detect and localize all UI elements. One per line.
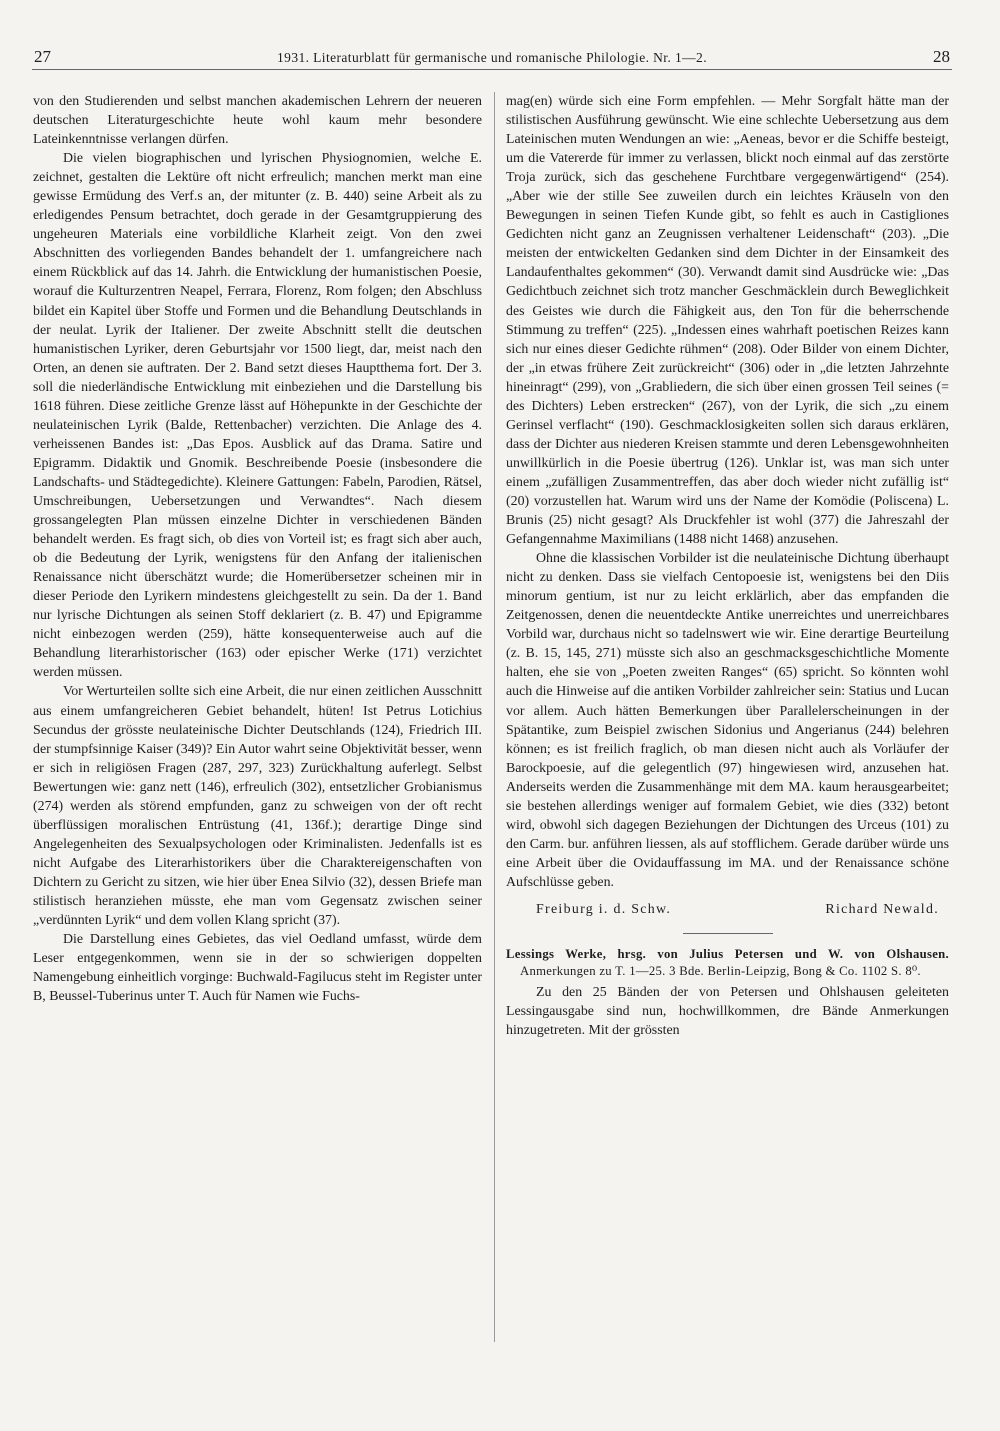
paragraph: Zu den 25 Bänden der von Petersen und Ohlshausen geleiteten Lessingausgabe sind nun, hochwillkommen, dre Bände Anmerkungen hinzugetreten. Mit der grössten xyxy=(506,985,949,1039)
header-rule xyxy=(32,69,952,70)
section-rule xyxy=(683,933,773,934)
signature-place: Freiburg i. d. Schw. xyxy=(536,901,672,917)
signature-author: Richard Newald. xyxy=(825,901,939,917)
left-column xyxy=(33,92,482,1006)
running-title: 1931. Literaturblatt für germanische und romanische Philologie. Nr. 1—2. xyxy=(277,50,707,65)
paragraph: Die vielen biographischen und lyrischen Physiognomien, welche E. zeichnet, gestalten die Lektüre oft nicht erfreulich; manchen merkt man eine gewisse Ermüdung des Verf.s an, der mitunter (z. B. 440) seine Arbeit als zu erledigendes Pensum betrachtet, doch gerade in der Gesamtgruppierung des ungeheuren Materials eine vorbildliche Klarheit zeigt. Von den zwei Abschnitten des vorliegenden Bandes behandelt der 1. umfangreichere nach einem Rückblick auf das 14. Jahrh. die Entwicklung der humanistischen Poesie, worauf die Kulturzentren Neapel, Ferrara, Florenz, Rom folgen; den Abschluss bildet ein Kapitel über Stoffe und Formen und die Behandlung Deutschlands in der neulat. Lyrik der Italiener. Der zweite Abschnitt stellt die deutschen humanistischen Lyriker, deren Geburtsjahr vor 1500 liegt, dar, meist nach den Orten, an denen sie auftraten. Der 2. Band setzt dieses Hauptthema fort. Der 3. soll die niederländische Entwicklung mit einbeziehen und die Darstellung bis 1618 führen. Diese zeitliche Grenze lässt auf Höhepunkte in der Geschichte der neulateinischen Lyrik (Balde, Rettenbacher) verzichten. Die Anlage des 4. verheissenen Bandes ist: „Das Epos. Ausblick auf das Drama. Satire und Epigramm. Didaktik und Gnomik. Beschreibende Poesie (insbesondere die Landschafts- und Städtegedichte). Kleinere Gattungen: Fabeln, Parodien, Rätsel, Umschreibungen, Uebersetzungen und Verwandtes“. Nach diesem grossangelegten Plan müssen einzelne Dichter in verschiedenen Bänden behandelt werden. Es fragt sich, ob dies von Vorteil ist; es fragt sich aber auch, ob die Bedeutung der Lyrik, wenigstens für den Anfang der italienischen Renaissance nicht überschätzt wurde; die Homerübersetzer scheinen mir in dieser Periode den Lyrikern mindestens gleichgestellt zu sein. Da der 1. Band nur lyrische Dichtungen als seinen Stoff deklariert (z. B. 47) und Epigramme nicht einbezogen werden (259), hätte konsequenterweise auch auf die Behandlung literarhistorischer (163) oder epischer Werke (171) verzichtet werden müssen. xyxy=(33,151,482,681)
paragraph: mag(en) würde sich eine Form empfehlen. — Mehr Sorgfalt hätte man der stilistischen Ausführung gewünscht. Wie eine schlechte Uebersetzung aus dem Lateinischen muten Wendungen an wie: „Aeneas, bevor er die Schiffe besteigt, um die Vatererde für immer zu verlassen, blickt noch einmal auf das zerstörte Troja zurück, sich das geschehene Furchtbare vergegenwärtigend“ (254). „Aber wie der stille See zuweilen durch ein leichtes Kräuseln von den Bewegungen in seinen Tiefen Kunde gibt, so fehlt es auch in Castigliones Gedichten nicht ganz an Zeugnissen verhaltener Leidenschaft“ (203). „Die meisten der entwickelten Gedanken sind dem Dichter in der Einsamkeit des Landaufenthaltes gekommen“ (30). Verwandt damit sind Ausdrücke wie: „Das Gedichtbuch zeichnet sich trotz mancher Geschmäcklein durch Beweglichkeit des Geistes wie durch die Fähigkeit aus, den Ton für die beherrschende Stimmung zu treffen“ (225). „Indessen eines wahrhaft poetischen Reizes kann sich nur eines dieser Gedichte rühmen“ (208). Oder Bilder von einem Dichter, der „in etwas frühere Zeit zurückreicht“ (306) oder in „die letzten Jahrzehnte hineinragt“ (299), von „Grabliedern, die sich über einen grossen Teil seines (= des Dichters) Leben erstrecken“ (267), von der Lyrik, die sich „zu einem Gerinsel verflacht“ (190). Geschmacklosigkeiten sollen sich daraus erklären, dass der Dichter aus niederen Kreisen stammte und deren Lebensgewohnheiten unwillkürlich in die Poesie übertrug (126). Unklar ist, was man sich unter einem „zufälligen Zusammentreffen, das aber doch wieder nicht zufällig ist“ (20) vorzustellen hat. Warum wird uns der Name der Komödie (Poliscena) L. Brunis (25) nicht gesagt? Als Druckfehler ist wohl (377) die Jahreszahl der Gefangennahme Maximilians (1488 nicht 1468) anzusehen. xyxy=(506,94,949,548)
page-number-right: 28 xyxy=(933,47,950,66)
paragraph: von den Studierenden und selbst manchen akademischen Lehrern der neueren deutschen Literaturgeschichte heute wohl kaum mehr besondere Lateinkenntnisse verlangen dürfen. xyxy=(33,94,482,148)
bib-details: Anmerkungen zu T. 1—25. 3 Bde. Berlin-Leipzig, Bong & Co. 1102 S. 8⁰. xyxy=(520,963,921,978)
bib-title: Lessings Werke, xyxy=(506,947,607,962)
paragraph: Die Darstellung eines Gebietes, das viel Oedland umfasst, würde dem Leser entgegenkommen, wenn sie in der so schwierigen doppelten Namengebung einheitlich vorginge: Buchwald-Fagilucus steht im Register unter B, Beussel-Tuberinus unter T. Auch für Namen wie Fuchs- xyxy=(33,932,482,1005)
page-header xyxy=(32,38,952,68)
paragraph: Ohne die klassischen Vorbilder ist die neulateinische Dichtung überhaupt nicht zu denken. Dass sie vielfach Centopoesie ist, wenigstens bei den Diis minorum gentium, ist nur zu leicht erklärlich, aber das empfanden die Zeitgenossen, denen die neuentdeckte Antike unerreichtes und unerreichbares Vorbild war, durchaus nicht so tadelnswert wie wir. Eine derartige Beurteilung (z. B. 15, 145, 271) müsste sich also an geschmacksgeschichtliche Momente halten, ehe sie von „Poeten zweiten Ranges“ (65) spricht. So könnten wohl auch die Hinweise auf die antiken Vorbilder zahlreicher sein: Statius und Lucan vor allem. Auch hätten Bemerkungen über Parallelerscheinungen in der Spätantike, zum Beispiel zwischen Sidonius und Angerianus (244) belehren können; es ist freilich fraglich, ob man diesen nicht auch als Vorläufer der Barockpoesie, auf die gelegentlich (97) hingewiesen wird, anzusehen hat. Anderseits werden die Zusammenhänge mit dem MA. kaum herausgearbeitet; sie bestehen allerdings weniger auf formalem Gebiet, wie dies (332) betont wird, obwohl sich dagegen Beziehungen der Dichtungen des Urceus (101) zu den Carm. bur. anführen liessen, als auf stofflichem. Gerade darüber würde uns eine Arbeit über die Ovidauffassung im MA. und der Renaissance schöne Aufschlüsse geben. xyxy=(506,551,949,890)
bibliography-entry xyxy=(506,946,949,979)
column-divider xyxy=(494,92,495,1342)
paragraph: Vor Werturteilen sollte sich eine Arbeit, die nur einen zeitlichen Ausschnitt aus einem umfangreicheren Gebiet behandelt, hüten! Ist Petrus Lotichius Secundus der grösste neulateinische Dichter Deutschlands (124), Friedrich III. der stumpfsinnige Kaiser (349)? Ein Autor wahrt seine Objektivität besser, wenn er sich in religiösen Fragen (287, 297, 323) Zurückhaltung auferlegt. Selbst Bewertungen wie: ganz nett (146), erfreulich (302), entsetzlicher Grobianismus (274) werden als störend empfunden, ganz zu schweigen von der oft recht überflüssigen moralischen Entrüstung (41, 136f.); derartige Dinge sind Angelegenheiten des Sexualpsychologen oder Kriminalisten. Jedenfalls ist es nicht Aufgabe des Literarhistorikers über die Charaktereigenschaften von Dichtern zu Gericht zu sitzen, wie hier über Enea Silvio (32), dessen Briefe man stilistisch heranziehen müsste, ehe man vom Gegensatz zwischen seiner „verdünnten Lyrik“ und dem vollen Klang spricht (37). xyxy=(33,684,482,929)
bib-editors: hrsg. von Julius Petersen und W. von Olshausen. xyxy=(617,947,949,962)
signature xyxy=(506,900,949,919)
page-number-left: 27 xyxy=(34,47,51,66)
right-column xyxy=(506,92,949,1040)
